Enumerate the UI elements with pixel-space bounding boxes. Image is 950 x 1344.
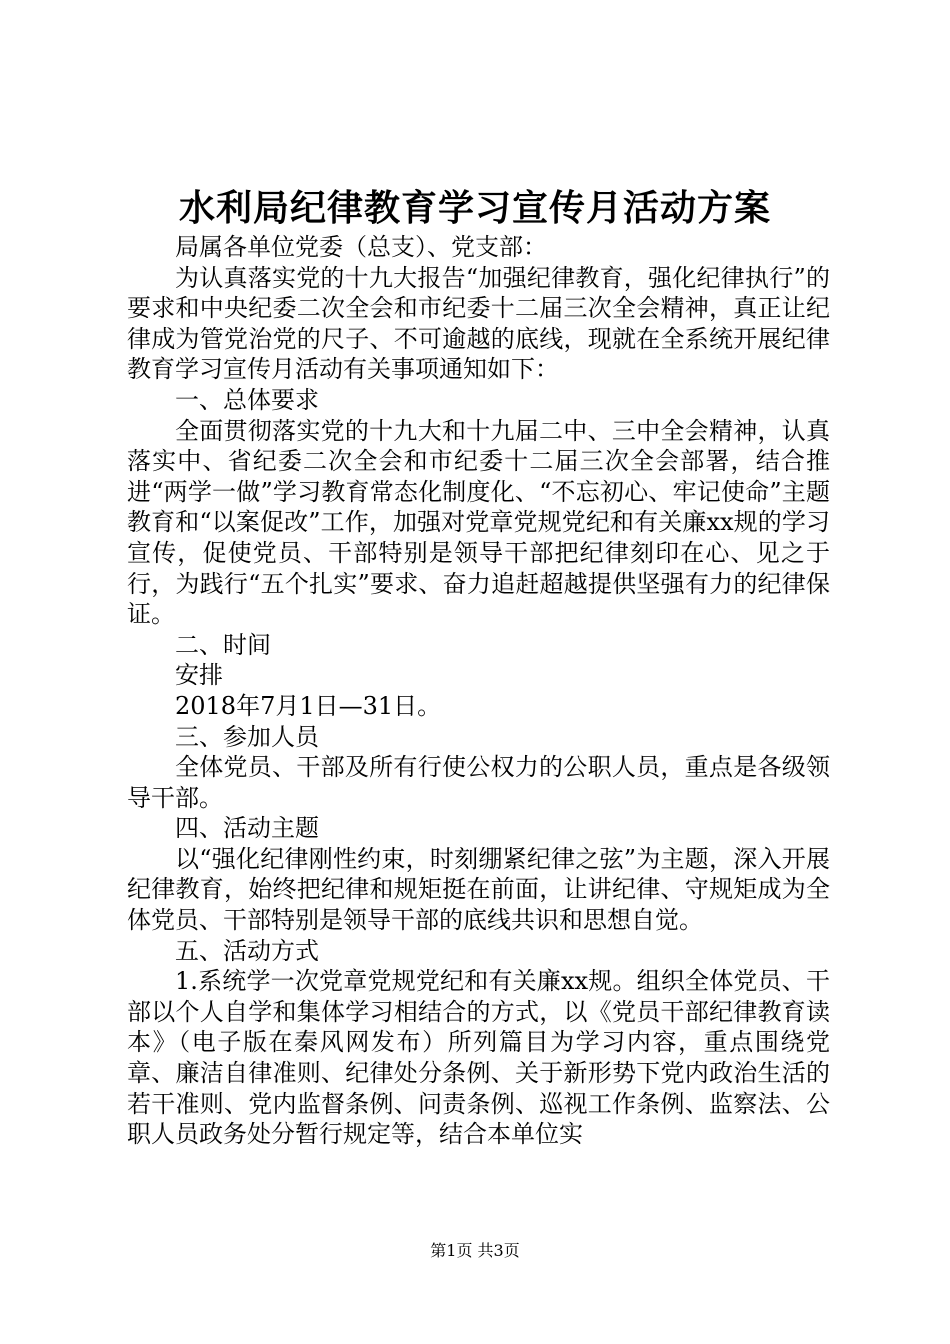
section-heading-participants: 三、参加人员 — [175, 722, 319, 751]
section-heading-time: 二、时间 — [175, 630, 271, 659]
method-item-1: 1.系统学一次党章党规党纪和有关廉xx规。组织全体党员、干部以个人自学和集体学习相结合的方式，以《党员干部纪律教育读本》（电子版在秦风网发布）所列篇目为学习内容，重点围绕党章、廉洁自律准则、纪律处分条例、关于新形势下党内政治生活的若干准则、党内监督条例、问责条例、巡视工作条例、监察法、公职人员政务处分暂行规定等，结合本单位实 — [127, 967, 830, 1149]
document-title: 水利局纪律教育学习宣传月活动方案 — [178, 187, 771, 229]
participants-paragraph: 全体党员、干部及所有行使公权力的公职人员，重点是各级领导干部。 — [127, 753, 830, 812]
section-heading-theme: 四、活动主题 — [175, 814, 319, 843]
document-body — [127, 232, 830, 1150]
intro-paragraph: 为认真落实党的十九大报告“加强纪律教育，强化纪律执行”的要求和中央纪委二次全会和市纪委十二届三次全会精神，真正让纪律成为管党治党的尺子、不可逾越的底线，现就在全系统开展纪律教育学习宣传月活动有关事项通知如下： — [127, 263, 830, 384]
page-footer: 第1页 共3页 — [430, 1241, 520, 1260]
time-arrangement-label: 安排 — [175, 661, 223, 690]
general-requirements-paragraph: 全面贯彻落实党的十九大和十九届二中、三中全会精神，认真落实中、省纪委二次全会和市纪委十二届三次全会部署，结合推进“两学一做”学习教育常态化制度化、“不忘初心、牢记使命”主题教育和“以案促改”工作，加强对党章党规党纪和有关廉xx规的学习宣传，促使党员、干部特别是领导干部把纪律刻印在心、见之于行，为践行“五个扎实”要求、奋力追赶超越提供坚强有力的纪律保证。 — [127, 416, 830, 629]
section-heading-methods: 五、活动方式 — [175, 936, 319, 965]
section-heading-general-requirements: 一、总体要求 — [175, 385, 319, 414]
time-period: 2018年7月1日—31日。 — [175, 691, 442, 720]
theme-paragraph: 以“强化纪律刚性约束，时刻绷紧纪律之弦”为主题，深入开展纪律教育，始终把纪律和规矩挺在前面，让讲纪律、守规矩成为全体党员、干部特别是领导干部的底线共识和思想自觉。 — [127, 844, 830, 935]
salutation: 局属各单位党委（总支）、党支部： — [175, 233, 547, 261]
